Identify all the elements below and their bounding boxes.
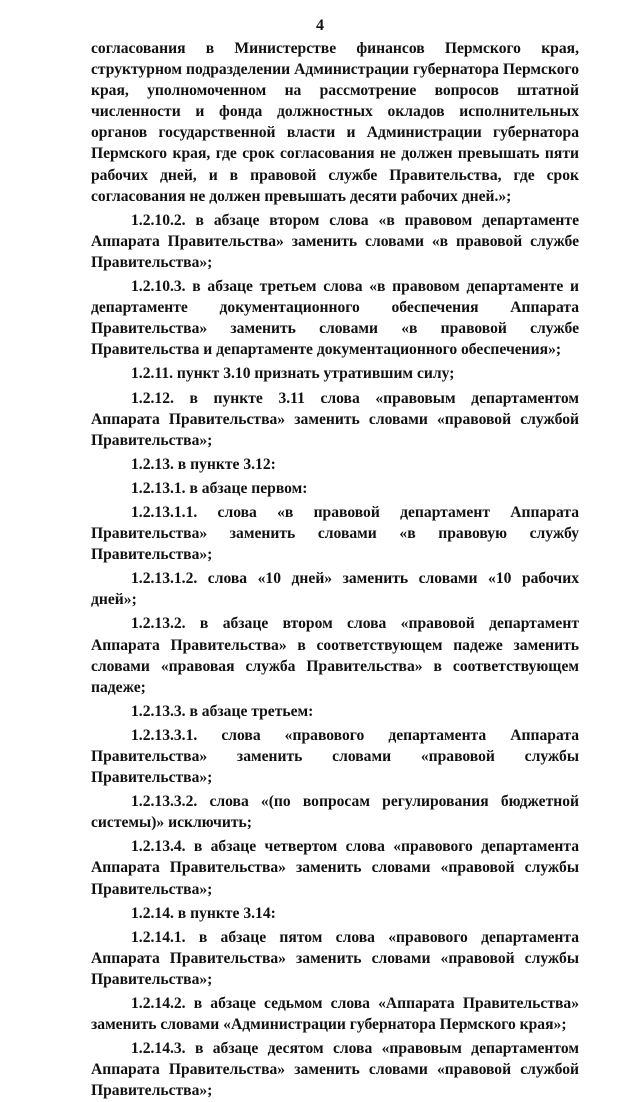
paragraph-1-2-14-3: 1.2.14.3. в абзаце десятом слова «правовым департаментом Аппарата Правительства» заменить словами «правовой службой Правительства»; — [91, 1040, 579, 1100]
paragraph-1-2-13-1: 1.2.13.1. в абзаце первом: — [131, 479, 308, 497]
paragraph-1-2-14-2: 1.2.14.2. в абзаце седьмом слова «Аппарата Правительства» заменить словами «Администрации губернатора Пермского края»; — [91, 995, 579, 1034]
paragraph-1-2-13-3: 1.2.13.3. в абзаце третьем: — [131, 702, 314, 720]
paragraph-1-2-13-2: 1.2.13.2. в абзаце втором слова «правовой департамент Аппарата Правительства» в соответствующем падеже заменить словами «правовая служба Правительства» в соответствующем падеже; — [91, 615, 579, 696]
paragraph-1-2-13: 1.2.13. в пункте 3.12: — [131, 455, 276, 473]
page-number: 4 — [316, 17, 324, 34]
paragraph-1-2-10-2: 1.2.10.2. в абзаце втором слова «в правовом департаменте Аппарата Правительства» заменить словами «в правовой службе Правительства»; — [91, 211, 579, 271]
paragraph-1-2-14: 1.2.14. в пункте 3.14: — [131, 904, 276, 922]
paragraph-continuation: согласования в Министерстве финансов Пермского края, структурном подразделении Администрации губернатора Пермского края, уполномоченном на рассмотрение вопросов штатной численности и фонда должностных окладов исполнительных органов государственной власти и Администрации губернатора Пермского края, где срок согласования не должен превышать пяти рабочих дней, и в правовой службе Правительства, где срок согласования не должен превышать десяти рабочих дней.»; — [91, 40, 579, 205]
paragraph-1-2-13-3-2: 1.2.13.3.2. слова «(по вопросам регулирования бюджетной системы)» исключить; — [91, 793, 579, 832]
document-body — [91, 38, 579, 1102]
paragraph-1-2-13-1-2: 1.2.13.1.2. слова «10 дней» заменить словами «10 рабочих дней»; — [91, 570, 579, 609]
paragraph-1-2-13-3-1: 1.2.13.3.1. слова «правового департамента Аппарата Правительства» заменить словами «правовой службы Правительства»; — [91, 726, 579, 787]
paragraph-1-2-12: 1.2.12. в пункте 3.11 слова «правовым департаментом Аппарата Правительства» заменить словами «правовой службой Правительства»; — [91, 389, 579, 449]
paragraph-1-2-13-4: 1.2.13.4. в абзаце четвертом слова «правового департамента Аппарата Правительства» заменить словами «правовой службы Правительства»; — [91, 838, 579, 898]
paragraph-1-2-13-1-1: 1.2.13.1.1. слова «в правовой департамент Аппарата Правительства» заменить словами «в правовую службу Правительства»; — [91, 503, 579, 564]
paragraph-1-2-10-3: 1.2.10.3. в абзаце третьем слова «в правовом департаменте и департаменте документационного обеспечения Аппарата Правительства» заменить словами «в правовой службе Правительства и департаменте документационного обеспечения»; — [91, 278, 579, 359]
paragraph-1-2-11: 1.2.11. пункт 3.10 признать утратившим силу; — [131, 365, 455, 383]
paragraph-1-2-14-1: 1.2.14.1. в абзаце пятом слова «правового департамента Аппарата Правительства» заменить словами «правовой службы Правительства»; — [91, 928, 579, 988]
